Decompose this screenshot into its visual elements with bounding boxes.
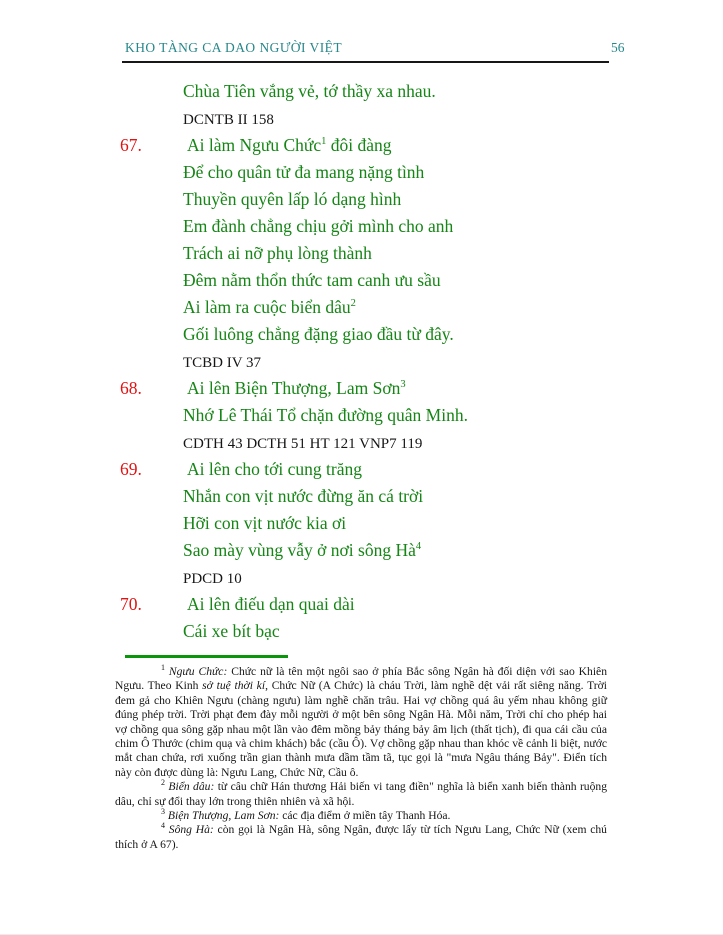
- poem-line: Ai lên cho tới cung trăng: [187, 459, 362, 479]
- footnote-ref: 2: [350, 298, 356, 310]
- poem-line: Thuyền quyên lấp ló dạng hình: [183, 189, 402, 209]
- verse-start: [120, 132, 660, 159]
- footnote-term: Biển dâu:: [168, 780, 215, 794]
- verse-start: [120, 456, 660, 483]
- footnote-ref: 1: [321, 136, 327, 148]
- poem-line: Đêm nằm thổn thức tam canh ưu sầu: [183, 270, 441, 290]
- footnote-marker: 4: [161, 821, 165, 831]
- footnote-marker: 2: [161, 778, 165, 788]
- verse-number: 67.: [120, 135, 142, 155]
- poem-line: Hỡi con vịt nước kia ơi: [183, 513, 347, 533]
- footnote: $^1$ Ngưu Chức: Chức nữ là tên một ngôi sao ở phía Bắc sông Ngân hà đối diện với sao Khiên Ngưu. Theo Kinh sở tuệ thời kí, Chức Nữ (A Chức) là cháu Trời, làm nghề dệt vải rất siêng năng. Trời đem gả cho Khiên Ngưu (chàng ngưu) làm nghề chăn trâu. Hai vợ chồng quá âu yếm nhau không giữ đúng phép trời. Trời phạt đem đày mỗi người ở một bên sông Ngân Hà. Mỗi năm, Trời chỉ cho phép hai vợ chồng qua sông gặp nhau một lần vào đêm mồng bảy tháng bảy âm lịch (thất tịch), đi qua cái cầu của chim Ô Thước (chim quạ và chim khách) bắc (cầu Ô). Vợ chồng gặp nhau than khóc về cảnh li biệt, nước mắt chan chứa, rơi xuống trần gian thành mưa dầm tầm tã, tục gọi là "mưa Ngâu tháng Bảy". Điển tích này còn được dùng là: Ngưu Lang, Chức Nữ, Cầu ô.: [115, 663, 607, 779]
- footnote: $^4$ Sông Hà: còn gọi là Ngân Hà, sông Ngân, được lấy từ tích Ngưu Lang, Chức Nữ (xem chú thích ở A 67).: [115, 821, 607, 851]
- footnote: $^3$ Biện Thượng, Lam Sơn: các địa điểm ở miền tây Thanh Hóa.: [161, 807, 451, 823]
- verse-number: 69.: [120, 459, 142, 479]
- footnote-term: Sông Hà:: [168, 823, 214, 837]
- poem-line: Để cho quân tử đa mang nặng tình: [183, 162, 425, 182]
- poem-line: Ai làm Ngưu Chức$^1$ đôi đàng: [187, 135, 392, 155]
- source-ref: DCNTB II 158: [183, 112, 274, 128]
- page-header-title: KHO TÀNG CA DAO NGƯỜI VIỆT: [125, 40, 343, 55]
- poem-body: [120, 78, 660, 645]
- poem-line: Nhắn con vịt nước đừng ăn cá trời: [183, 486, 424, 506]
- source-ref: TCBD IV 37: [183, 355, 262, 371]
- footnote-marker: 3: [161, 807, 165, 817]
- verse-start: [120, 375, 660, 402]
- footnote-separator: [125, 655, 288, 658]
- poem-line: Sao mày vùng vẫy ở nơi sông $Hà^4$: [183, 540, 422, 560]
- footnote-term: Biện Thượng, Lam Sơn:: [167, 809, 280, 823]
- footnote-term: Ngưu Chức:: [168, 665, 228, 678]
- source-ref: PDCD 10: [183, 571, 242, 587]
- poem-line: Trách ai nỡ phụ lòng thành: [183, 243, 372, 263]
- source-ref: CDTH 43 DCTH 51 HT 121 VNP7 119: [183, 436, 423, 452]
- poem-line: Chùa Tiên vắng vẻ, tớ thầy xa nhau.: [183, 81, 436, 101]
- verse-number: 68.: [120, 378, 142, 398]
- poem-line: Ai lên điếu dạn quai dài: [187, 594, 355, 614]
- poem-line: Ai lên Biện Thượng, Lam Sơn$^3$: [187, 378, 406, 398]
- verse-number: 70.: [120, 594, 142, 614]
- verse-start: [120, 591, 660, 618]
- poem-line: Gối luông chẳng đặng giao đầu từ đây.: [183, 324, 454, 344]
- poem-line: Cái xe bít bạc: [183, 621, 280, 641]
- footnote-ref: 4: [415, 541, 422, 553]
- poem-line: Nhớ Lê Thái Tổ chặn đường quân Minh.: [183, 405, 468, 425]
- footnotes-block: [115, 665, 607, 852]
- footnote: $^2$ Biển dâu: từ câu chữ Hán thương Hải biến vi tang điền" nghĩa là biển xanh biến thành ruộng dâu, chỉ sự đổi thay lớn trong thiên nhiên và xã hội.: [115, 778, 607, 808]
- page-number: 56: [611, 40, 625, 55]
- poem-line: Ai làm ra cuộc biển dâu$^2$: [183, 297, 356, 317]
- poem-line: Em đành chẳng chịu gởi mình cho anh: [183, 216, 454, 236]
- header-rule: [122, 61, 609, 63]
- footnote-ref: 3: [400, 379, 406, 391]
- footnote-marker: 1: [161, 663, 165, 673]
